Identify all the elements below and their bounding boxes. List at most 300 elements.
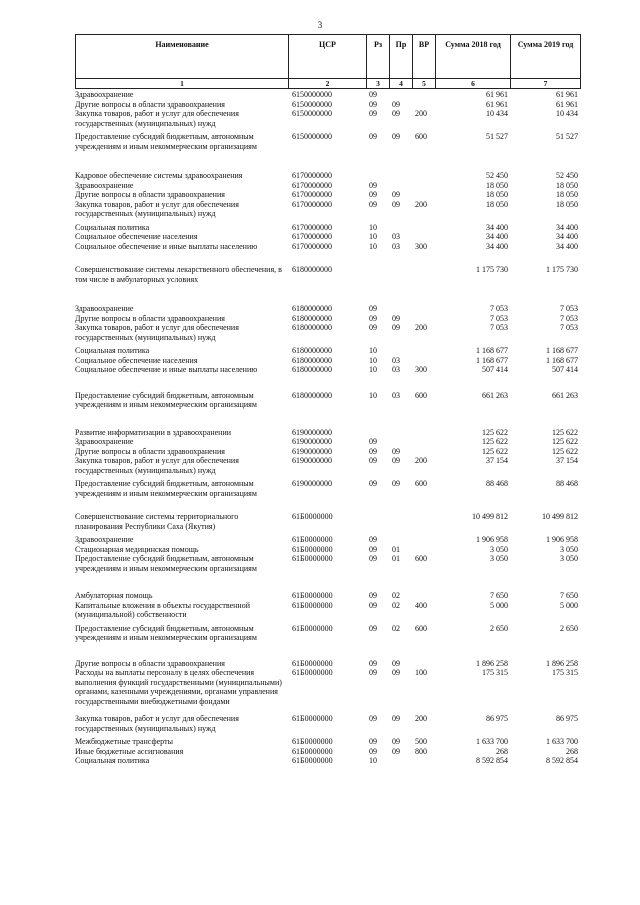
row-csr: 6190000000 (292, 427, 332, 437)
table-row (75, 375, 580, 410)
row-sum2019: 1 906 958 (546, 535, 578, 544)
row-sum2018: 8 592 854 (476, 756, 508, 765)
row-vr: 300 (415, 241, 427, 251)
row-sum2018: 2 650 (490, 623, 508, 633)
row-sum2019: 18 050 (556, 199, 578, 209)
table-row (75, 128, 580, 151)
table-row (75, 151, 580, 181)
row-name: Социальное обеспечение населения (75, 232, 198, 241)
row-csr: 6170000000 (292, 180, 332, 190)
row-pr: 09 (392, 313, 400, 323)
table-row (75, 706, 580, 733)
row-sum2018: 661 263 (482, 390, 508, 400)
row-name: Иные бюджетные ассигнования (75, 746, 184, 756)
header-sum2019: Сумма 2019 год (511, 35, 581, 79)
row-rz: 09 (369, 132, 377, 141)
row-name: Развитие информатизации в здравоохранении (75, 427, 232, 437)
row-sum2019: 7 053 (560, 304, 578, 313)
row-vr (412, 531, 435, 545)
row-vr (412, 643, 435, 669)
header-col-number: 6 (436, 79, 511, 89)
row-vr: 200 (415, 199, 427, 209)
row-vr: 200 (415, 456, 427, 465)
row-rz: 09 (369, 554, 377, 563)
row-vr (412, 314, 435, 324)
row-sum2018: 1 175 730 (476, 265, 508, 274)
row-rz: 10 (369, 390, 377, 400)
row-csr: 6150000000 (292, 109, 332, 118)
row-name: Здравоохранение (75, 437, 134, 446)
row-rz: 09 (369, 180, 377, 190)
row-sum2018: 3 050 (490, 544, 508, 554)
row-pr: 02 (392, 600, 400, 610)
row-name: Кадровое обеспечение системы здравоохранения (75, 171, 243, 180)
row-sum2019: 268 (566, 746, 578, 756)
row-rz: 10 (369, 241, 377, 251)
row-csr: 61Б0000000 (292, 737, 333, 746)
row-vr (412, 151, 435, 181)
row-rz: 09 (369, 109, 377, 118)
row-sum2019: 18 050 (556, 180, 578, 190)
row-sum2018: 51 527 (486, 132, 508, 141)
row-pr: 09 (392, 190, 400, 199)
row-pr: 09 (392, 446, 400, 456)
row-pr (389, 284, 412, 314)
row-vr (412, 251, 435, 284)
row-name: Совершенствование системы территориального планирования Республики Саха (Якутия) (75, 512, 239, 531)
row-rz (366, 151, 389, 181)
row-name: Другие вопросы в области здравоохранения (75, 99, 225, 109)
table-row (75, 90, 580, 100)
row-pr (389, 756, 412, 766)
header-col-number: 3 (367, 79, 390, 89)
row-csr: 6180000000 (292, 390, 332, 400)
row-sum2018: 7 650 (490, 591, 508, 600)
table-row (75, 437, 580, 447)
row-sum2019: 52 450 (556, 171, 578, 180)
table-row (75, 219, 580, 233)
row-rz: 10 (369, 346, 377, 355)
row-pr: 09 (392, 132, 400, 141)
row-name: Закупка товаров, работ и услуг для обеспечения государственных (муниципальных) нужд (75, 714, 239, 733)
row-sum2018: 175 315 (482, 668, 508, 677)
row-vr (412, 447, 435, 457)
row-rz: 10 (369, 232, 377, 241)
row-pr (389, 219, 412, 233)
table-row (75, 601, 580, 620)
header-sum2018: Сумма 2018 год (436, 35, 511, 79)
header-col-number: 1 (76, 79, 289, 89)
row-sum2019: 18 050 (556, 190, 578, 199)
row-vr: 800 (415, 746, 427, 756)
row-csr: 61Б0000000 (292, 746, 333, 756)
table-row (75, 109, 580, 128)
row-vr: 200 (415, 109, 427, 118)
row-name: Социальное обеспечение и иные выплаты населению (75, 365, 258, 374)
row-sum2018: 1 896 258 (476, 658, 508, 668)
row-rz (366, 498, 389, 531)
table-row (75, 447, 580, 457)
row-vr (412, 232, 435, 242)
row-rz: 09 (369, 304, 377, 313)
table-row (75, 100, 580, 110)
row-sum2018: 52 450 (486, 171, 508, 180)
row-sum2018: 10 434 (486, 109, 508, 118)
row-rz: 09 (369, 313, 377, 323)
row-sum2019: 3 050 (560, 554, 578, 563)
row-sum2019: 125 622 (552, 437, 578, 446)
row-rz: 09 (369, 323, 377, 332)
row-rz: 09 (369, 746, 377, 756)
row-csr: 6180000000 (292, 265, 332, 274)
row-sum2018: 18 050 (486, 180, 508, 190)
table-row (75, 232, 580, 242)
row-name: Другие вопросы в области здравоохранения (75, 658, 225, 668)
row-rz: 09 (369, 737, 377, 746)
row-sum2019: 175 315 (552, 668, 578, 677)
header-csr: ЦСР (289, 35, 367, 79)
row-pr: 03 (392, 365, 400, 374)
row-rz: 09 (369, 658, 377, 668)
row-pr: 09 (392, 109, 400, 118)
header-name: Наименование (76, 35, 289, 79)
row-pr (389, 531, 412, 545)
row-sum2019: 1 175 730 (546, 265, 578, 274)
table-row (75, 323, 580, 342)
table-row (75, 356, 580, 366)
row-rz (366, 410, 389, 438)
row-pr: 01 (392, 544, 400, 554)
row-csr: 6180000000 (292, 323, 332, 332)
row-csr: 6190000000 (292, 456, 332, 465)
row-csr: 6170000000 (292, 232, 332, 241)
row-name: Амбулаторная помощь (75, 591, 153, 600)
table-row (75, 314, 580, 324)
row-csr: 6150000000 (292, 90, 332, 99)
row-csr: 61Б0000000 (292, 512, 333, 521)
row-vr: 300 (415, 365, 427, 374)
row-sum2019: 1 896 258 (546, 658, 578, 668)
row-sum2018: 1 168 677 (476, 355, 508, 365)
row-sum2018: 86 975 (486, 714, 508, 723)
row-sum2019: 51 527 (556, 132, 578, 141)
header-pr: Пр (390, 35, 413, 79)
table-row (75, 733, 580, 747)
row-csr: 6190000000 (292, 446, 332, 456)
row-sum2019: 125 622 (552, 427, 578, 437)
row-name: Закупка товаров, работ и услуг для обеспечения государственных (муниципальных) нужд (75, 323, 239, 342)
table-row (75, 181, 580, 191)
row-sum2019: 34 400 (556, 222, 578, 232)
table-row (75, 456, 580, 475)
row-pr (389, 342, 412, 356)
row-sum2018: 125 622 (482, 437, 508, 446)
row-sum2019: 8 592 854 (546, 756, 578, 765)
row-sum2018: 34 400 (486, 222, 508, 232)
table-row (75, 410, 580, 438)
row-pr: 03 (392, 241, 400, 251)
table-header (75, 34, 581, 89)
row-name: Здравоохранение (75, 535, 134, 544)
table-row (75, 668, 580, 706)
row-vr: 600 (415, 554, 427, 563)
row-name: Закупка товаров, работ и услуг для обеспечения государственных (муниципальных) нужд (75, 199, 239, 218)
row-name: Здравоохранение (75, 304, 134, 313)
row-name: Социальное обеспечение и иные выплаты населению (75, 241, 258, 251)
row-vr: 400 (415, 600, 427, 610)
row-csr: 61Б0000000 (292, 668, 333, 677)
row-rz: 10 (369, 365, 377, 374)
row-sum2018: 18 050 (486, 199, 508, 209)
row-pr: 09 (392, 323, 400, 332)
row-vr (412, 573, 435, 601)
row-pr: 09 (392, 479, 400, 488)
row-rz: 09 (369, 623, 377, 633)
table-row (75, 251, 580, 284)
row-sum2018: 10 499 812 (472, 512, 508, 521)
row-vr (412, 219, 435, 233)
row-rz: 09 (369, 479, 377, 488)
row-name: Межбюджетные трансферты (75, 737, 173, 746)
row-sum2019: 1 168 677 (546, 355, 578, 365)
row-rz: 09 (369, 456, 377, 465)
row-sum2019: 1 168 677 (546, 346, 578, 355)
row-name: Совершенствование системы лекарственного обеспечения, в том числе в амбулаторных условиях (75, 265, 282, 284)
header-col-number: 7 (511, 79, 581, 89)
row-sum2019: 88 468 (556, 479, 578, 488)
row-pr (389, 251, 412, 284)
header-col-number: 5 (413, 79, 436, 89)
table-row (75, 620, 580, 643)
row-rz: 09 (369, 600, 377, 610)
row-pr (389, 151, 412, 181)
row-name: Предоставление субсидий бюджетным, автономным учреждениям и иным некоммерческим организациям (75, 479, 257, 498)
row-pr (389, 410, 412, 438)
row-vr (412, 545, 435, 555)
row-rz: 09 (369, 437, 377, 446)
row-csr: 6180000000 (292, 355, 332, 365)
table-row (75, 554, 580, 573)
row-vr (412, 90, 435, 100)
row-pr: 09 (392, 668, 400, 677)
row-rz: 09 (369, 591, 377, 600)
row-rz: 09 (369, 190, 377, 199)
row-name: Предоставление субсидий бюджетным, автономным учреждениям и иным некоммерческим организациям (75, 623, 257, 642)
row-sum2019: 86 975 (556, 714, 578, 723)
row-pr: 09 (392, 456, 400, 465)
table-row (75, 475, 580, 498)
row-sum2019: 61 961 (556, 99, 578, 109)
row-sum2019: 37 154 (556, 456, 578, 465)
row-name: Другие вопросы в области здравоохранения (75, 446, 225, 456)
row-name: Здравоохранение (75, 180, 134, 190)
row-name: Социальная политика (75, 222, 150, 232)
row-sum2019: 507 414 (552, 365, 578, 374)
row-sum2019: 10 499 812 (542, 512, 578, 521)
row-rz: 09 (369, 714, 377, 723)
row-pr (389, 90, 412, 100)
row-name: Закупка товаров, работ и услуг для обеспечения государственных (муниципальных) нужд (75, 456, 239, 475)
row-pr: 03 (392, 232, 400, 241)
table-row (75, 342, 580, 356)
row-vr: 500 (415, 737, 427, 746)
row-sum2018: 1 633 700 (476, 737, 508, 746)
row-name: Закупка товаров, работ и услуг для обеспечения государственных (муниципальных) нужд (75, 109, 239, 128)
row-sum2018: 1 168 677 (476, 346, 508, 355)
row-vr: 200 (415, 714, 427, 723)
row-csr: 61Б0000000 (292, 554, 333, 563)
row-csr: 6180000000 (292, 313, 332, 323)
row-sum2018: 7 053 (490, 313, 508, 323)
row-sum2018: 125 622 (482, 427, 508, 437)
table-row (75, 190, 580, 200)
row-name: Социальное обеспечение населения (75, 355, 198, 365)
row-vr: 600 (415, 390, 427, 400)
table-row (75, 365, 580, 375)
row-rz: 09 (369, 535, 377, 544)
row-rz: 09 (369, 668, 377, 677)
row-sum2018: 37 154 (486, 456, 508, 465)
row-pr: 09 (392, 737, 400, 746)
header-col-number: 4 (390, 79, 413, 89)
row-pr: 03 (392, 390, 400, 400)
row-csr: 6170000000 (292, 199, 332, 209)
row-sum2018: 268 (496, 746, 508, 756)
row-csr: 6170000000 (292, 171, 332, 180)
row-vr (412, 356, 435, 366)
row-sum2018: 3 050 (490, 554, 508, 563)
row-pr: 02 (392, 623, 400, 633)
row-csr: 61Б0000000 (292, 623, 333, 633)
row-pr: 09 (392, 714, 400, 723)
row-pr: 09 (392, 746, 400, 756)
row-csr: 6150000000 (292, 99, 332, 109)
row-pr: 09 (392, 658, 400, 668)
row-pr: 03 (392, 355, 400, 365)
row-sum2018: 18 050 (486, 190, 508, 199)
row-name: Другие вопросы в области здравоохранения (75, 190, 225, 199)
row-pr: 09 (392, 99, 400, 109)
header-col-number: 2 (289, 79, 367, 89)
row-vr: 600 (415, 479, 427, 488)
table-row (75, 643, 580, 669)
row-pr: 01 (392, 554, 400, 563)
row-csr: 61Б0000000 (292, 714, 333, 723)
row-vr (412, 410, 435, 438)
row-sum2019: 10 434 (556, 109, 578, 118)
row-vr: 600 (415, 132, 427, 141)
row-name: Другие вопросы в области здравоохранения (75, 313, 225, 323)
row-vr (412, 342, 435, 356)
row-sum2018: 88 468 (486, 479, 508, 488)
row-csr: 6180000000 (292, 304, 332, 313)
row-csr: 61Б0000000 (292, 535, 333, 544)
row-sum2019: 3 050 (560, 544, 578, 554)
row-pr (389, 181, 412, 191)
row-sum2018: 61 961 (486, 99, 508, 109)
row-rz: 10 (369, 222, 377, 232)
row-sum2018: 7 053 (490, 323, 508, 332)
row-sum2019: 2 650 (560, 623, 578, 633)
row-sum2019: 34 400 (556, 232, 578, 241)
row-name: Предоставление субсидий бюджетным, автономным учреждениям и иным некоммерческим организациям (75, 390, 257, 409)
table-row (75, 756, 580, 766)
row-vr (412, 437, 435, 447)
row-sum2018: 1 906 958 (476, 535, 508, 544)
row-sum2019: 661 263 (552, 390, 578, 400)
row-sum2018: 507 414 (482, 365, 508, 374)
row-vr (412, 498, 435, 531)
row-sum2019: 7 053 (560, 313, 578, 323)
row-csr: 61Б0000000 (292, 544, 333, 554)
row-pr (389, 437, 412, 447)
row-rz (366, 251, 389, 284)
page-number: 3 (317, 20, 323, 30)
row-rz: 09 (369, 99, 377, 109)
row-name: Расходы на выплаты персоналу в целях обеспечения выполнения функций государственными (муниципальными) органами, казенными учреждениями, органами управления государственными внебюджетными фондами (75, 668, 282, 706)
row-vr (412, 190, 435, 200)
row-sum2019: 61 961 (556, 90, 578, 99)
row-name: Предоставление субсидий бюджетным, автономным учреждениям и иным некоммерческим организациям (75, 132, 257, 151)
row-vr (412, 756, 435, 766)
table-row (75, 284, 580, 314)
row-sum2019: 1 633 700 (546, 737, 578, 746)
row-name: Здравоохранение (75, 90, 134, 99)
row-sum2018: 34 400 (486, 232, 508, 241)
row-pr (389, 498, 412, 531)
row-sum2019: 7 053 (560, 323, 578, 332)
row-vr: 100 (415, 668, 427, 677)
row-csr: 6150000000 (292, 132, 332, 141)
row-csr: 6180000000 (292, 365, 332, 374)
row-csr: 6180000000 (292, 346, 332, 355)
row-csr: 6170000000 (292, 222, 332, 232)
table-row (75, 573, 580, 601)
row-pr: 02 (392, 591, 400, 600)
table-row (75, 531, 580, 545)
row-csr: 61Б0000000 (292, 591, 333, 600)
table-row (75, 545, 580, 555)
row-csr: 6170000000 (292, 241, 332, 251)
row-vr (412, 284, 435, 314)
row-vr (412, 100, 435, 110)
row-vr: 200 (415, 323, 427, 332)
row-rz: 09 (369, 544, 377, 554)
row-sum2018: 61 961 (486, 90, 508, 99)
table-row (75, 200, 580, 219)
row-rz: 09 (369, 446, 377, 456)
row-name: Предоставление субсидий бюджетным, автономным учреждениям и иным некоммерческим организациям (75, 554, 257, 573)
row-sum2019: 125 622 (552, 446, 578, 456)
row-name: Стационарная медицинская помощь (75, 544, 199, 554)
row-name: Социальная политика (75, 756, 150, 765)
budget-table (75, 90, 580, 766)
table-row (75, 747, 580, 757)
row-vr (412, 181, 435, 191)
header-vr: ВР (413, 35, 436, 79)
row-csr: 6190000000 (292, 437, 332, 446)
row-csr: 61Б0000000 (292, 600, 333, 610)
row-sum2019: 34 400 (556, 241, 578, 251)
row-sum2019: 7 650 (560, 591, 578, 600)
row-sum2018: 7 053 (490, 304, 508, 313)
row-pr: 09 (392, 199, 400, 209)
row-csr: 6170000000 (292, 190, 332, 199)
row-sum2018: 5 000 (490, 600, 508, 610)
row-name: Социальная политика (75, 346, 150, 355)
table-row (75, 498, 580, 531)
row-rz: 10 (369, 355, 377, 365)
